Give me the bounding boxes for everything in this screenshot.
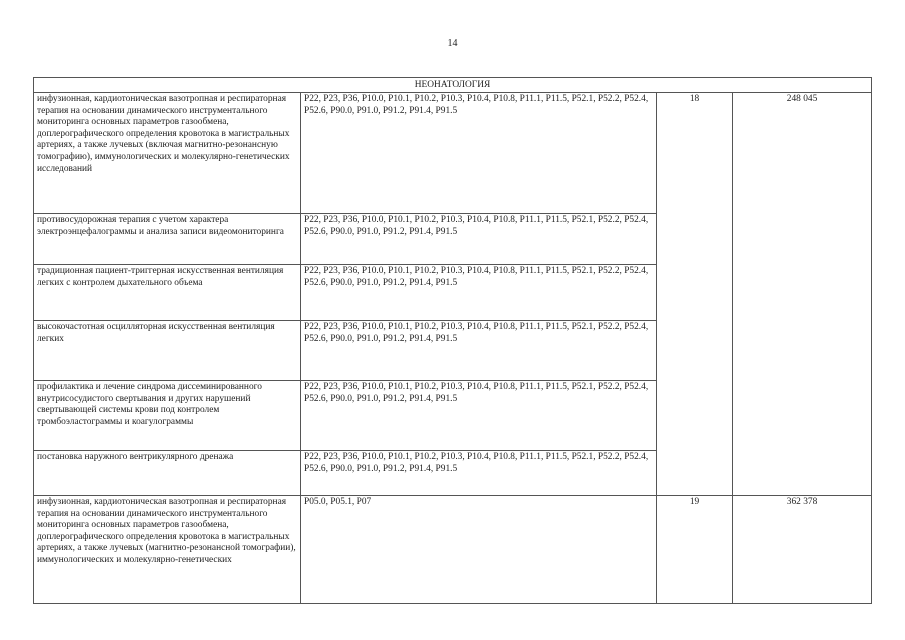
codes-text: P22, P23, P36, P10.0, P10.1, P10.2, P10.3, P10.4, P10.8, P11.1, P11.5, P52.1, P52.2, P52.4, P52.6, P90.0, P91.0, P91.2, P91.4, P91.5: [304, 94, 649, 116]
codes-text: P22, P23, P36, P10.0, P10.1, P10.2, P10.3, P10.4, P10.8, P11.1, P11.5, P52.1, P52.2, P52.4, P52.6, P90.0, P91.0, P91.2, P91.4, P91.5: [304, 266, 649, 288]
codes-cell: [301, 496, 657, 604]
codes-cell: [301, 214, 657, 265]
method-text: традиционная пациент-триггерная искусственная вентиляция легких с контролем дыхательного объема: [37, 266, 284, 288]
page-number: 14: [447, 38, 458, 49]
method-text: инфузионная, кардиотоническая вазотропная и респираторная терапия на основании динамического инструментального мониторинга основных параметров газообмена, доплерографического определения кровотока в магистральных артериях, а также лучевых (включая магнитно-резонансную томографию), иммунологических и молекулярно-генетических исследований: [37, 94, 290, 174]
group-cost: 248 045: [733, 93, 872, 496]
codes-text: P05.0, P05.1, P07: [304, 497, 372, 507]
codes-text: P22, P23, P36, P10.0, P10.1, P10.2, P10.3, P10.4, P10.8, P11.1, P11.5, P52.1, P52.2, P52.4, P52.6, P90.0, P91.0, P91.2, P91.4, P91.5: [304, 382, 649, 404]
method-cell: [34, 496, 301, 604]
method-cell: [34, 265, 301, 321]
codes-cell: [301, 451, 657, 496]
codes-text: P22, P23, P36, P10.0, P10.1, P10.2, P10.3, P10.4, P10.8, P11.1, P11.5, P52.1, P52.2, P52.4, P52.6, P90.0, P91.0, P91.2, P91.4, P91.5: [304, 452, 649, 474]
method-cell: [34, 321, 301, 381]
method-cell: [34, 381, 301, 451]
codes-cell: [301, 321, 657, 381]
method-text: инфузионная, кардиотоническая вазотропная и респираторная терапия на основании динамического инструментального мониторинга основных параметров газообмена, доплерографического определения кровотока в магистральных артериях, а также лучевых (магнитно-резонансной томографии), иммунологических и молекулярно-генетических: [37, 497, 296, 565]
codes-text: P22, P23, P36, P10.0, P10.1, P10.2, P10.3, P10.4, P10.8, P11.1, P11.5, P52.1, P52.2, P52.4, P52.6, P90.0, P91.0, P91.2, P91.4, P91.5: [304, 215, 649, 237]
section-header-row: [34, 78, 872, 93]
codes-text: P22, P23, P36, P10.0, P10.1, P10.2, P10.3, P10.4, P10.8, P11.1, P11.5, P52.1, P52.2, P52.4, P52.6, P90.0, P91.0, P91.2, P91.4, P91.5: [304, 322, 649, 344]
method-cell: [34, 214, 301, 265]
table-row: [34, 496, 872, 604]
method-text: противосудорожная терапия с учетом характера электроэнцефалограммы и анализа записи видеомониторинга: [37, 215, 284, 237]
procedures-table: [33, 77, 872, 604]
group-number: 18: [657, 93, 733, 496]
method-text: высокочастотная осцилляторная искусственная вентиляция легких: [37, 322, 275, 344]
table-row: [34, 93, 872, 214]
method-cell: [34, 451, 301, 496]
method-text: постановка наружного вентрикулярного дренажа: [37, 452, 234, 462]
method-text: профилактика и лечение синдрома диссеминированного внутрисосудистого свертывания и других нарушений свертывающей системы крови под контролем тромбоэластограммы и коагулограммы: [37, 382, 262, 427]
group-number: 19: [657, 496, 733, 604]
group-cost: 362 378: [733, 496, 872, 604]
section-header: НЕОНАТОЛОГИЯ: [34, 78, 872, 93]
codes-cell: [301, 93, 657, 214]
codes-cell: [301, 381, 657, 451]
codes-cell: [301, 265, 657, 321]
method-cell: [34, 93, 301, 214]
